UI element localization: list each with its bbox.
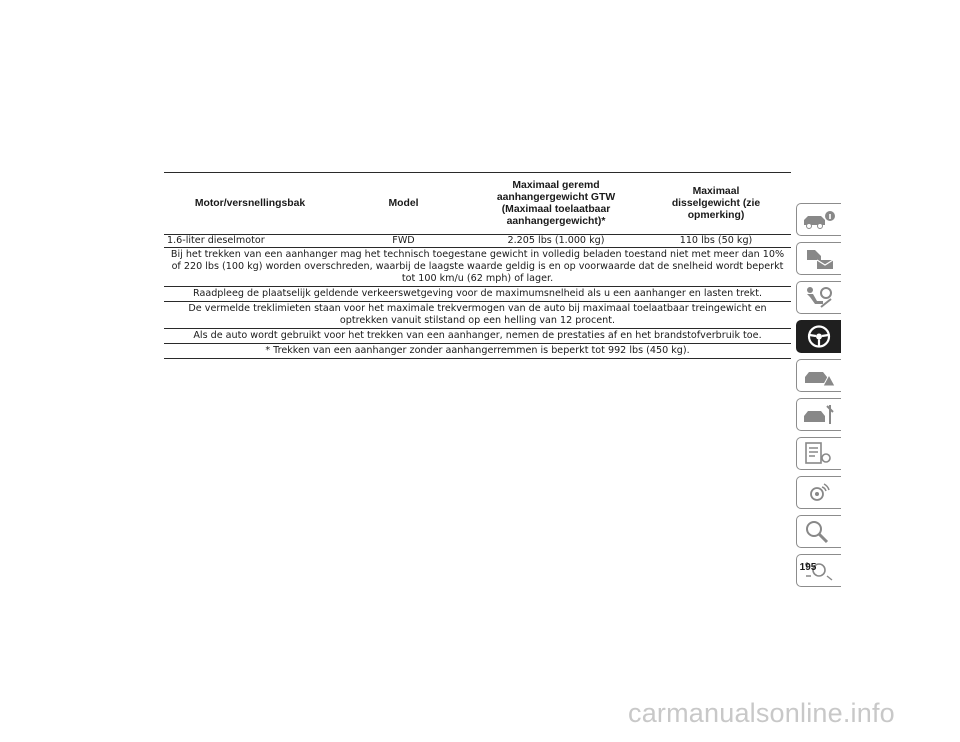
cell-tongue-weight: 110 lbs (50 kg) [641, 235, 791, 248]
cell-engine: 1.6-liter dieselmotor [164, 235, 336, 248]
table-note-row [164, 287, 791, 302]
note-unbraked-trailer: * Trekken van een aanhanger zonder aanhangerremmen is beperkt tot 992 lbs (450 kg). [164, 344, 791, 359]
header-gtw [471, 173, 641, 235]
steering-wheel-icon [801, 324, 837, 349]
note-traffic-law: Raadpleeg de plaatselijk geldende verkeerswetgeving voor de maximumsnelheid als u een aanhanger en lasten trekt. [164, 287, 791, 302]
watermark-text: carmanualsonline.info [628, 698, 895, 728]
tab-starting-and-operating[interactable] [796, 320, 841, 353]
table-note-row [164, 329, 791, 344]
seat-airbag-icon [801, 285, 837, 310]
tab-multimedia[interactable] [796, 476, 841, 509]
note-performance: Als de auto wordt gebruikt voor het trekken van een aanhanger, nemen de prestaties af en het brandstofverbruik toe. [164, 329, 791, 344]
page-number: 195 [799, 562, 817, 573]
header-gtw-text: Maximaal geremd aanhangergewicht GTW (Maximaal toelaatbaar aanhangergewicht)* [496, 179, 616, 227]
table-header-row [164, 173, 791, 235]
table-row [164, 235, 791, 248]
tab-in-case-of-emergency[interactable] [796, 359, 841, 392]
header-tongue-weight [641, 173, 791, 235]
cell-gtw: 2.205 lbs (1.000 kg) [471, 235, 641, 248]
multimedia-icon [801, 480, 837, 505]
note-weight-limit: Bij het trekken van een aanhanger mag het technisch toegestane gewicht in volledig beladen toestand niet met meer dan 10% of 220 lbs (100 kg) worden overschreden, waarbij de laagste waarde geldig is en op voorwaarde dat de snelheid wordt beperkt tot 100 km/u (62 mph) of lager. [164, 248, 791, 287]
tab-getting-to-know-dashboard[interactable] [796, 242, 841, 275]
header-engine: Motor/versnellingsbak [164, 173, 336, 235]
cell-model: FWD [336, 235, 471, 248]
tab-getting-to-know-vehicle[interactable] [796, 203, 841, 236]
table-note-row [164, 302, 791, 329]
car-mail-icon [801, 246, 837, 271]
tab-customer-assistance-index[interactable] [796, 515, 841, 548]
specifications-list-icon [801, 441, 837, 466]
tab-safety[interactable] [796, 281, 841, 314]
header-model: Model [336, 173, 471, 235]
car-warning-icon [801, 363, 837, 388]
table-note-row [164, 248, 791, 287]
towing-spec-table [164, 172, 791, 359]
car-info-icon [801, 207, 837, 232]
header-tongue-text: Maximaal disselgewicht (zie opmerking) [671, 185, 761, 221]
tab-technical-specifications[interactable] [796, 437, 841, 470]
search-magnifier-icon [801, 519, 837, 544]
note-towing-limits: De vermelde treklimieten staan voor het maximale trekvermogen van de auto bij maximaal toelaatbaar treingewicht en optrekken vanuit stilstand op een helling van 12 procent. [164, 302, 791, 329]
table-note-row [164, 344, 791, 359]
tab-servicing-and-maintenance[interactable] [796, 398, 841, 431]
car-wrench-icon [801, 402, 837, 427]
chapter-tab-index [796, 203, 842, 593]
